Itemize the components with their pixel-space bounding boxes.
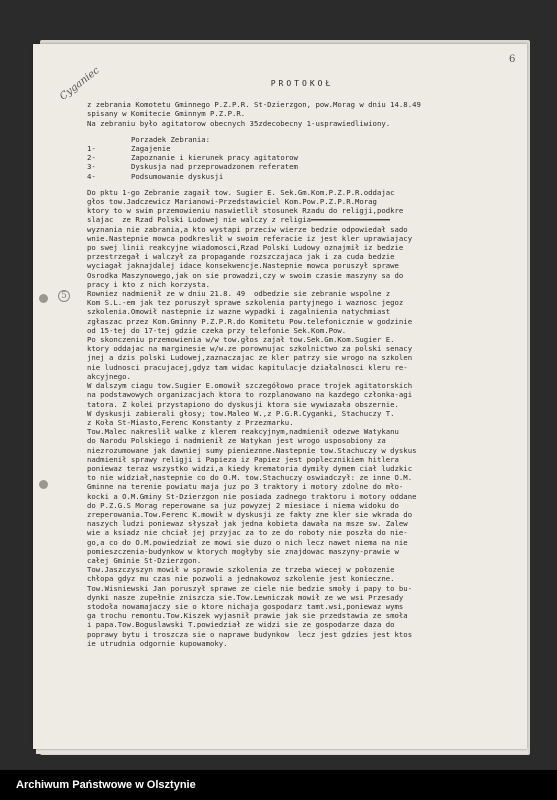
body-line: poprawy bytu i troszcza sie o naprawe budynkow lecz jest gdzies jest ktos xyxy=(87,629,413,639)
body-line: po swej linii reakcyjne wiadomosci,Rzad Polski Ludowy oznajmił iz bedzie xyxy=(87,243,404,253)
body-line: ga trochu remontu.Tow.Kiszek wyjasnił prawie jak sie przedstawia ze smoła xyxy=(87,611,408,621)
body-line: nie ludnosci pracujacej,gdyz tam widac kapitulacje działalnosci kleru re- xyxy=(87,362,408,372)
body-line: kocki a O.M.Gminy St-Dzierzgon nie posiada zadnego traktoru i motory oddane xyxy=(87,491,417,501)
agenda-text: Zagajenie xyxy=(131,144,171,154)
body-line: pomieszczenia-budynkow w ktorych mogłyby sie znajdowac maszyny-prawie w xyxy=(87,546,399,556)
agenda-text: Dyskusja nad przeprowadzonem referatem xyxy=(131,162,298,172)
body-line: z Koła St-Miasto,Ferenc Konstanty z Przezmarku. xyxy=(87,417,294,427)
body-line: do P.Z.G.S Morag reperowane sa juz powyzej 2 miesiace i niema widoku do xyxy=(87,500,399,510)
body-line: ktory oddajac na marginesie w/w.ze porownujac szkolnictwo za polski senacy xyxy=(87,344,413,354)
body-line: całej Gminie St-Dzierzgon. xyxy=(87,555,202,565)
intro xyxy=(87,100,517,128)
body-line: jnej a dzis polski Ludowej,zaznaczajac ze kler patrzy sie wrogo na szkolen xyxy=(87,353,413,363)
document-page xyxy=(33,44,527,749)
body-line: Po skonczeniu przemowienia w/w tow.głos zajał tow.Sek.Gm.Kom.Sugier E. xyxy=(87,335,395,345)
body-line: wyznania nie zabrania,a kto wystapi przeciw wierze bedzie odpowiedał sado xyxy=(87,224,408,234)
body-line: Kom S.L.-em jak tez poruszył sprawe szkolenia partyjnego i waznosc jegoz xyxy=(87,298,404,308)
body-line: przestrzegał i walczył za propagande rozszczajaca jak i za cuda bedzie xyxy=(87,252,395,262)
body-line: chłopa gdyz mu czas nie pozwoli a jednakowoz szkolenie jest konieczne. xyxy=(87,574,395,584)
agenda-item xyxy=(87,171,517,181)
binder-hole xyxy=(39,480,48,489)
body-line: szkolenia.Omowił nastepnie iz wazne wypadki i zagalnienia natychmiast xyxy=(87,307,391,317)
document-title: PROTOKOŁ xyxy=(270,79,334,88)
intro-line: z zebrania Komotetu Gminnego P.Z.P.R. St-Dzierzgon, pow.Morag w dniu 14.8.49 xyxy=(87,100,421,110)
agenda-number: 4- xyxy=(87,171,96,181)
agenda-item xyxy=(87,153,517,163)
archive-label: Archiwum Państwowe w Olsztynie xyxy=(16,779,196,791)
agenda-number: 2- xyxy=(87,153,96,163)
agenda-number: 3- xyxy=(87,162,96,172)
body-line: ktory to w swim przemowieniu naswietlił stosunek Rzadu do religji,podkre xyxy=(87,206,404,216)
body-line: to nie widział,nastepnie co do O.M. tow.Stachuczy oswiadczył: ze inne O.M. xyxy=(87,473,413,483)
body-line: nadmienił sprawy religji i Papieza iz Papiez jest poplecznikiem hitlera xyxy=(87,454,399,464)
body-line: tatora. Z kolei przystapiono do dyskusji ktora sie wywiazała obszernie. xyxy=(87,399,399,409)
agenda-text: Podsumowanie dyskusji xyxy=(131,171,224,181)
body-line: Tow.Jaszczyszyn mowił w sprawie szkolenia ze trzeba wiecej w połozenie xyxy=(87,565,395,575)
protocol-text xyxy=(87,79,517,648)
body-line: na podstawowych organizacjach ktora to rozplanowano na kazdego członka-agi xyxy=(87,390,413,400)
agenda-number: 1- xyxy=(87,144,96,154)
body-line: Osrodka Maszynowego,jak on sie prowadzi,czy w swoim czasie maszyny sa do xyxy=(87,270,404,280)
intro-line: spisany w Komitecie Gminnym P.Z.P.R. xyxy=(87,109,246,119)
binder-hole xyxy=(39,294,48,303)
body-line: ie utrudnia odgornie kupowamoky. xyxy=(87,638,228,648)
body-line: pracy i kto z nich korzysta. xyxy=(87,279,211,289)
agenda-item xyxy=(87,162,517,172)
body-line: slajac ze Rzad Polski Ludowej nie walczy z religia xyxy=(87,215,517,224)
agenda-text: Zapoznanie i kierunek pracy agitatorow xyxy=(131,153,298,163)
body-line: wnie.Nastepnie mowca podkreslił w swoim referacie iz jest kler uprawiajacy xyxy=(87,233,413,243)
body-line: głos tow.Jadczewicz Marianowi-Przedstawiciel Kom.Pow.P.Z.P.R.Morag xyxy=(87,197,377,207)
margin-note: Cyganiec xyxy=(57,65,102,103)
struck-out-text xyxy=(311,215,390,224)
protocol-body xyxy=(87,188,517,648)
body-line: zreperowania.Tow.Ferenc K.mowił w dyskusji ze fakty zne kler sie wkrada do xyxy=(87,509,413,519)
body-line: od 15-tej do 17-tej gdzie czeka przy telefonie Sek.Kom.Pow. xyxy=(87,325,347,335)
body-line: go,a co do O.M.powiedział ze mowi sie duzo o nich lecz nawet niema na nie xyxy=(87,537,408,547)
intro-line: Na zebraniu było agitatorow obecnych 35zdecobecny 1-usprawiedliwiony. xyxy=(87,118,391,128)
body-line: naszych ludzi poniewaz słyszał jak jedna kobieta dawała na msze sw. Zalew xyxy=(87,519,408,529)
body-line: dynki nasze zupełnie zniszcza sie.Tow.Lewniczak mowił ze we wsi Przesady xyxy=(87,592,404,602)
body-line: zgłaszac przez Kom.Gminny P.Z.P.R.do Komitetu Pow.telefonicznie w godzinie xyxy=(87,316,413,326)
body-line: wie a ksiadz nie chciał jej przyjac za to ze do roboty nie poszła do nie- xyxy=(87,528,408,538)
agenda-title: Porzadek Zebrania: xyxy=(131,134,211,144)
body-line: Tow.Malec nakreslił walke z klerem reakcyjnym,nadmienił odezwe Watykanu xyxy=(87,427,399,437)
margin-mark: 5 xyxy=(58,290,70,302)
body-line: poniewaz teraz wszystko widzi,a kiedy krematoria dymiły dymem ciał ludzkic xyxy=(87,463,413,473)
body-line: niezrozumowane jak dawniej sumy pienieznne.Nastepnie tow.Stachuczy w dyskus xyxy=(87,445,417,455)
body-line: stodoła nowamajaczy sie o ktore nichaja gospodarz tamt.wsi,poniewaz wyms xyxy=(87,601,404,611)
body-line: Gminne na terenie powiatu maja juz po 3 traktory i motory zdolne do mło- xyxy=(87,482,404,492)
body-line: W dalszym ciagu tow.Sugier E.omowił szczegółowo prace trojek agitatorskich xyxy=(87,381,413,391)
body-line: Rowniez nadmienił ze w dniu 21.8. 49 odbedzie sie zebranie wspolne z xyxy=(87,289,391,299)
archive-footer xyxy=(0,770,557,800)
body-line: W dyskusji zabierali głosy; tow.Maleo W.,z P.G.R.Cyganki, Stachuczy T. xyxy=(87,408,395,418)
body-line: i papa.Tow.Boguslawski T.powiedział ze widzi sie ze gospodarze daza do xyxy=(87,620,395,630)
agenda xyxy=(87,134,517,181)
body-line: Tow.Wisniewski Jan poruszył sprawe ze ciele nie bedzie smoły i papy to bu- xyxy=(87,583,413,593)
body-line: akcyjnego. xyxy=(87,371,131,381)
body-line: do Narodu Polskiego i nadmienił ze Watykan jest wrogo usposobiony za xyxy=(87,436,386,446)
body-line: wyciagał jaknajdalej idace konsekwencje.Nastepnie mowca poruszył sprawe xyxy=(87,261,399,271)
body-line: Do pktu 1-go Zebranie zagaił tow. Sugier E. Sek.Gm.Kom.P.Z.P.R.oddajac xyxy=(87,187,395,197)
agenda-item xyxy=(87,144,517,154)
page-number: 6 xyxy=(509,54,516,65)
